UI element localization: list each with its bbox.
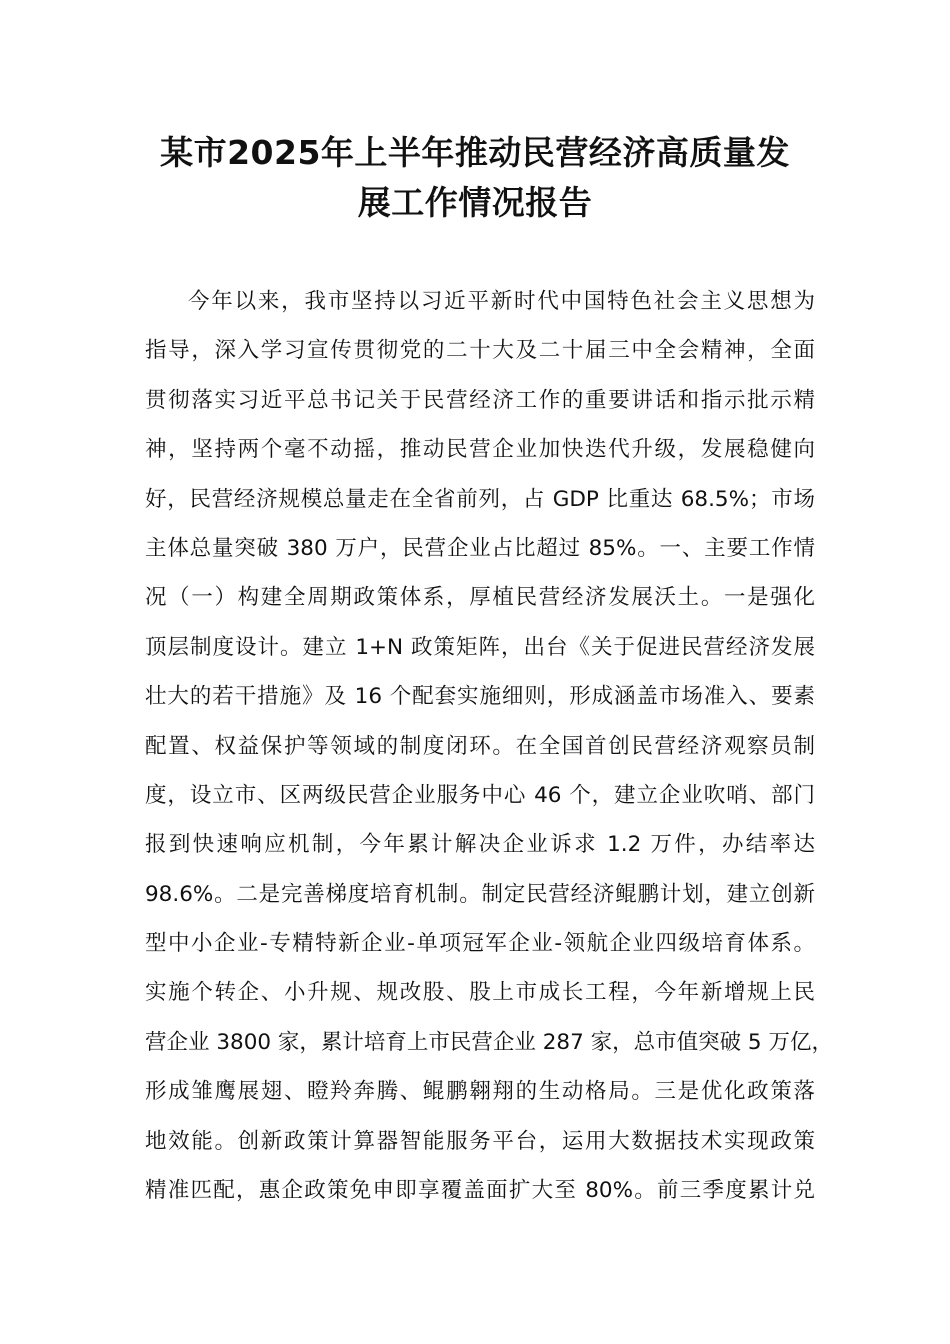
body-line: 98.6%。二是完善梯度培育机制。制定民营经济鲲鹏计划，建立创新 xyxy=(145,881,815,907)
body-line: 主体总量突破 380 万户，民营企业占比超过 85%。一、主要工作情 xyxy=(145,535,815,561)
body-line: 配置、权益保护等领域的制度闭环。在全国首创民营经济观察员制 xyxy=(145,733,815,759)
body-line: 型中小企业-专精特新企业-单项冠军企业-领航企业四级培育体系。 xyxy=(145,931,815,957)
body-line: 实施个转企、小升规、规改股、股上市成长工程，今年新增规上民 xyxy=(145,980,815,1006)
document-title xyxy=(120,128,830,228)
body-line: 贯彻落实习近平总书记关于民营经济工作的重要讲话和指示批示精 xyxy=(145,387,815,413)
title-line: 展工作情况报告 xyxy=(357,183,593,222)
body-line: 度，设立市、区两级民营企业服务中心 46 个，建立企业吹哨、部门 xyxy=(145,782,815,808)
body-line: 况（一）构建全周期政策体系，厚植民营经济发展沃土。一是强化 xyxy=(145,585,815,611)
body-line: 神，坚持两个毫不动摇，推动民营企业加快迭代升级，发展稳健向 xyxy=(145,437,815,463)
body-line: 指导，深入学习宣传贯彻党的二十大及二十届三中全会精神，全面 xyxy=(145,338,815,364)
body-line: 报到快速响应机制，今年累计解决企业诉求 1.2 万件，办结率达 xyxy=(145,832,815,858)
body-line: 壮大的若干措施》及 16 个配套实施细则，形成涵盖市场准入、要素 xyxy=(145,684,815,710)
title-line: 某市2025年上半年推动民营经济高质量发 xyxy=(160,133,790,172)
body-line: 形成雏鹰展翅、瞪羚奔腾、鲲鹏翱翔的生动格局。三是优化政策落 xyxy=(145,1079,815,1105)
body-line: 地效能。创新政策计算器智能服务平台，运用大数据技术实现政策 xyxy=(145,1128,815,1154)
body-paragraph xyxy=(145,282,833,1220)
body-line: 顶层制度设计。建立 1+N 政策矩阵，出台《关于促进民营经济发展 xyxy=(145,634,815,660)
body-line: 精准匹配，惠企政策免申即享覆盖面扩大至 80%。前三季度累计兑 xyxy=(145,1178,815,1204)
body-line: 今年以来，我市坚持以习近平新时代中国特色社会主义思想为 xyxy=(188,289,815,314)
body-line: 营企业 3800 家，累计培育上市民营企业 287 家，总市值突破 5 万亿， xyxy=(145,1029,833,1055)
body-line: 好，民营经济规模总量走在全省前列，占 GDP 比重达 68.5%；市场 xyxy=(145,486,815,512)
